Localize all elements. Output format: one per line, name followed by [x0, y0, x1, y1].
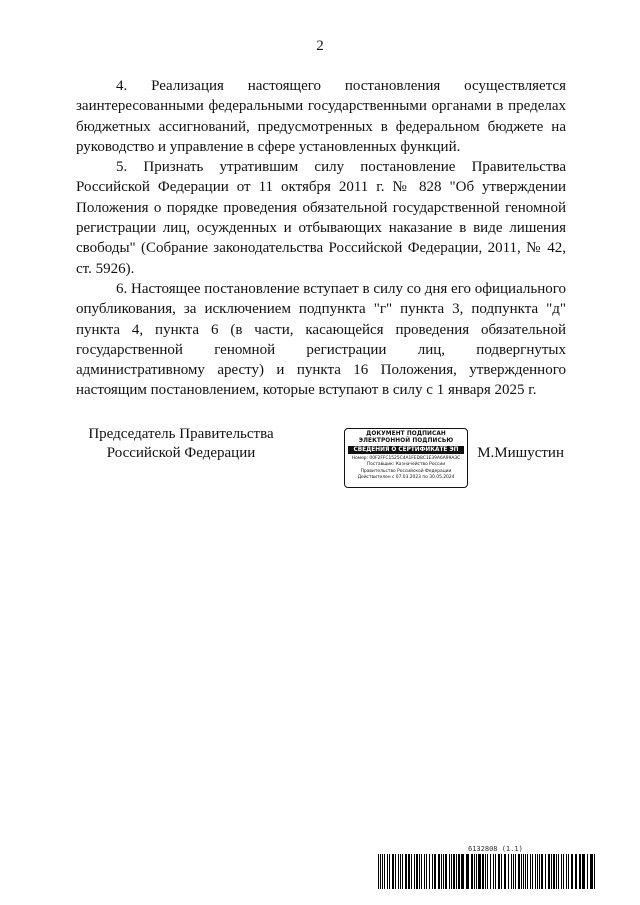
signatory-title — [76, 425, 286, 463]
stamp-heading-line2: ЭЛЕКТРОННОЙ ПОДПИСЬЮ — [358, 438, 454, 444]
paragraph-5: 5. Признать утратившим силу постановление Правительства Российской Федерации от 11 октября 2011 г. № 828 "Об утверждении Положения о порядке проведения обязательной государственной геномной регистрации лиц, осужденных и отбывающих наказание в виде лишения свободы" (Собрание законодательства Российской Федерации, 2011, № 42, ст. 5926). — [76, 159, 566, 277]
paragraph-6: 6. Настоящее постановление вступает в силу со дня его официального опубликования, за исключением подпункта "г" пункта 3, подпункта "д" пункта 4, пункта 6 (в части, касающейся проведения обязательной государственной геномной регистрации лиц, подвергнутых административному аресту) и пункта 16 Положения, утвержденного настоящим постановлением, которые вступают в силу с 1 января 2025 г. — [76, 280, 566, 399]
signatory-title-line2: Российской Федерации — [106, 445, 256, 461]
stamp-issuer-line2: Правительство Российской Федерации — [360, 468, 452, 474]
signatory-name: М.Мишустин — [477, 445, 564, 461]
electronic-signature-stamp — [344, 428, 468, 488]
signature-block — [76, 425, 566, 495]
stamp-validity: Действителен с 07.03.2023 по 30.05.2024 — [357, 474, 455, 480]
barcode-number: 6132808 (1.1) — [468, 845, 523, 853]
stamp-certificate-number: Номер: 00F2FFC1525C4A1FED8C1E39A6A99A3C — [351, 456, 461, 461]
paragraph-4: 4. Реализация настоящего постановления осуществляется заинтересованными федеральными государственными органами в пределах бюджетных ассигнований, предусмотренных в федеральном бюджете на руководство и управление в сфере установленных функций. — [76, 78, 566, 155]
barcode — [378, 854, 598, 889]
document-body — [76, 76, 566, 401]
stamp-heading-line1: ДОКУМЕНТ ПОДПИСАН — [366, 431, 446, 437]
signatory-title-line1: Председатель Правительства — [88, 426, 274, 442]
page-number: 2 — [316, 38, 324, 54]
stamp-issuer-line1: Поставщик: Казначейство России — [366, 462, 446, 468]
stamp-certificate-bar: СВЕДЕНИЯ О СЕРТИФИКАТЕ ЭП — [348, 446, 464, 454]
